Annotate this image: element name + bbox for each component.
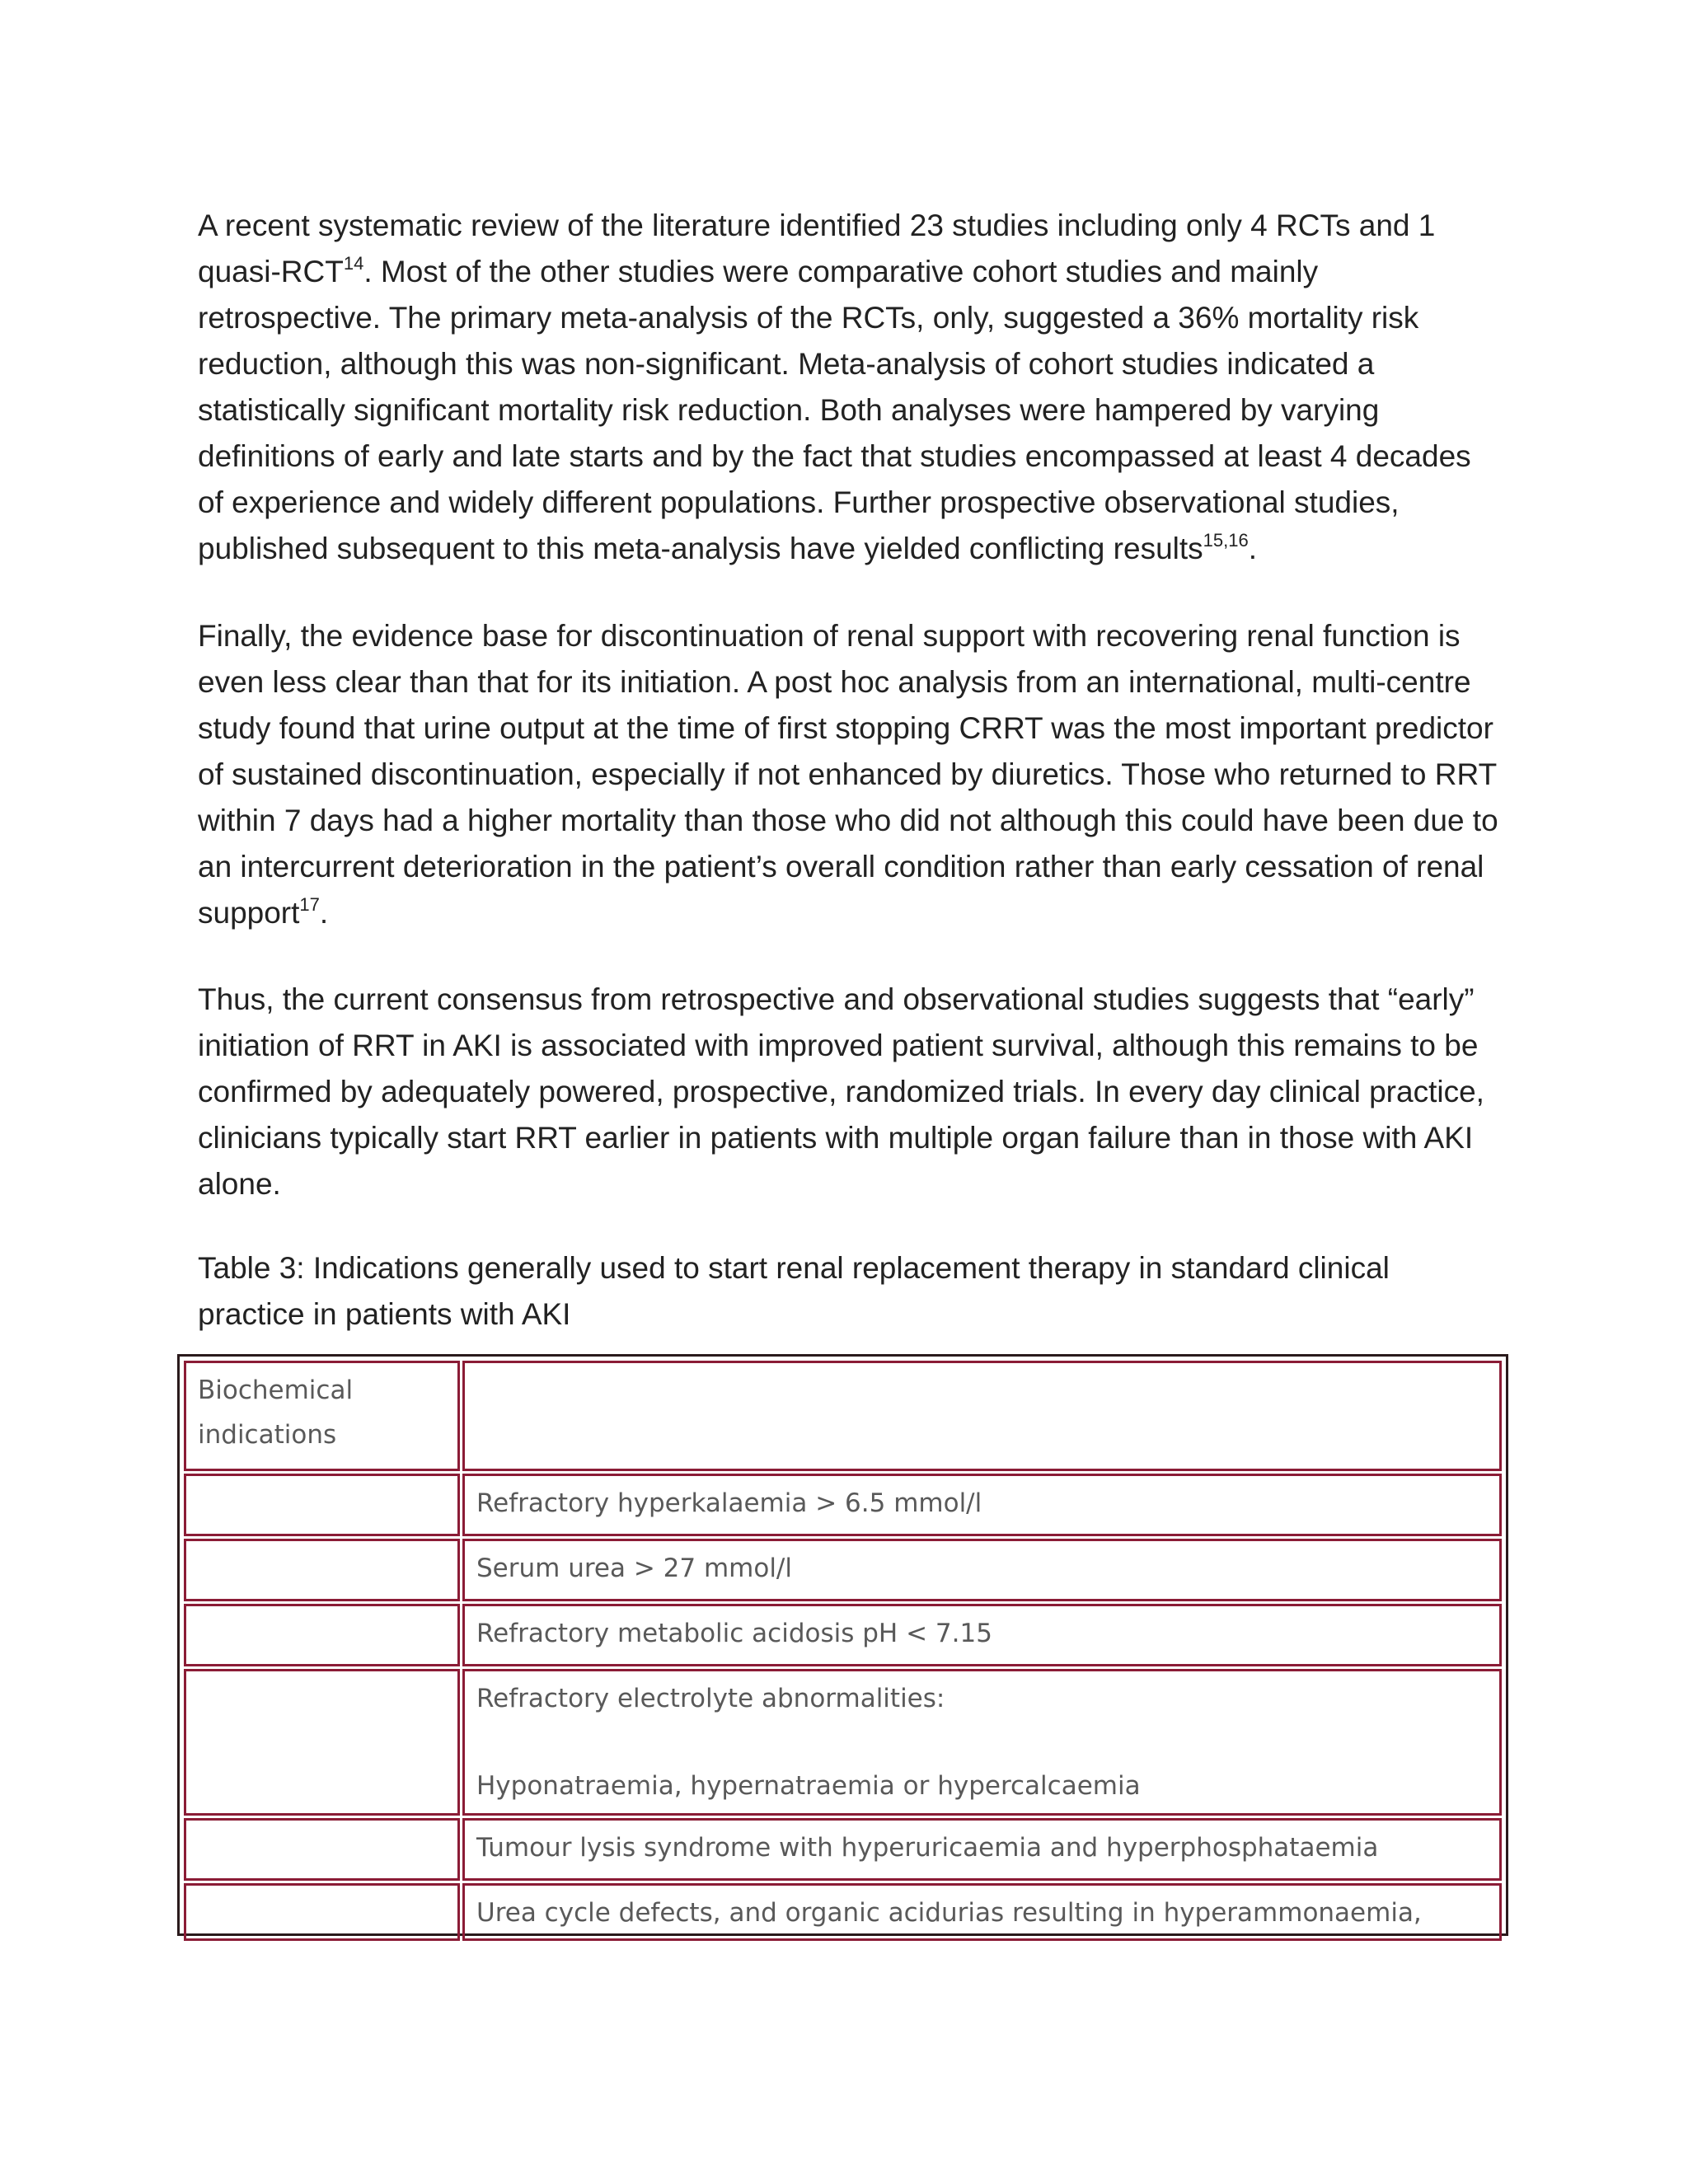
paragraph-text: .: [319, 896, 329, 930]
table-cell-indication: Refractory hyperkalaemia > 6.5 mmol/l: [462, 1474, 1502, 1536]
table-cell-category: [184, 1361, 460, 1471]
paragraph-discontinuation: [198, 613, 1500, 936]
table-row: [184, 1669, 1502, 1816]
paragraph-systematic-review: [198, 203, 1500, 572]
table-row: [184, 1818, 1502, 1881]
reference-superscript: 14: [343, 252, 364, 274]
indications-table-frame: [177, 1354, 1508, 1936]
category-label-line: Biochemical: [198, 1376, 354, 1405]
table-row: [184, 1474, 1502, 1536]
table-caption: Table 3: Indications generally used to start renal replacement therapy in standard clinical practice in patients with AKI: [198, 1251, 1390, 1331]
table-cell-empty: [184, 1818, 460, 1881]
table-cell-indication: Serum urea > 27 mmol/l: [462, 1539, 1502, 1601]
paragraph-text: .: [1248, 532, 1257, 565]
table-cell-indication: Urea cycle defects, and organic acidurias resulting in hyperammonaemia,: [462, 1883, 1502, 1941]
indications-table: [181, 1358, 1504, 1943]
table-cell-empty: [462, 1361, 1502, 1471]
table-cell-empty: [184, 1883, 460, 1941]
paragraph-consensus: [198, 977, 1500, 1207]
indication-line: Hyponatraemia, hypernatraemia or hypercalcaemia: [476, 1771, 1141, 1801]
category-label-line: indications: [198, 1420, 337, 1450]
paragraph-text: Finally, the evidence base for discontinuation of renal support with recovering renal function is even less clear than that for its initiation. A post hoc analysis from an international, multi-centre study found that urine output at the time of first stopping CRRT was the most important predictor of sustained discontinuation, especially if not enhanced by diuretics. Those who returned to RRT within 7 days had a higher mortality than those who did not although this could have been due to an intercurrent deterioration in the patient’s overall condition rather than early cessation of renal support: [198, 619, 1498, 930]
table-cell-indication: [462, 1669, 1502, 1816]
paragraph-text: A recent systematic review of the literature identified 23 studies including only 4 RCTs and 1 quasi-RCT: [198, 209, 1436, 288]
table-cell-empty: [184, 1539, 460, 1601]
line-gap: [476, 1721, 1486, 1764]
table-row: [184, 1883, 1502, 1941]
paragraph-text: . Most of the other studies were comparative cohort studies and mainly retrospective. The primary meta-analysis of the RCTs, only, suggested a 36% mortality risk reduction, although this was non-significant. Meta-analysis of cohort studies indicated a statistically significant mortality risk reduction. Both analyses were hampered by varying definitions of early and late starts and by the fact that studies encompassed at least 4 decades of experience and widely different populations. Further prospective observational studies, published subsequent to this meta-analysis have yielded conflicting results: [198, 255, 1471, 565]
table-row: [184, 1361, 1502, 1471]
table-cell-empty: [184, 1474, 460, 1536]
table-row: [184, 1604, 1502, 1666]
table-cell-empty: [184, 1669, 460, 1816]
table-cell-indication: Tumour lysis syndrome with hyperuricaemia and hyperphosphataemia: [462, 1818, 1502, 1881]
table-cell-indication: Refractory metabolic acidosis pH < 7.15: [462, 1604, 1502, 1666]
table-row: [184, 1539, 1502, 1601]
indication-line: Refractory electrolyte abnormalities:: [476, 1684, 945, 1713]
table-cell-empty: [184, 1604, 460, 1666]
reference-superscript: 15,16: [1203, 529, 1249, 551]
reference-superscript: 17: [299, 893, 320, 915]
paragraph-text: Thus, the current consensus from retrospective and observational studies suggests that “early” initiation of RRT in AKI is associated with improved patient survival, although this remains to be confirmed by adequately powered, prospective, randomized trials. In every day clinical practice, clinicians typically start RRT earlier in patients with multiple organ failure than in those with AKI alone.: [198, 982, 1484, 1201]
